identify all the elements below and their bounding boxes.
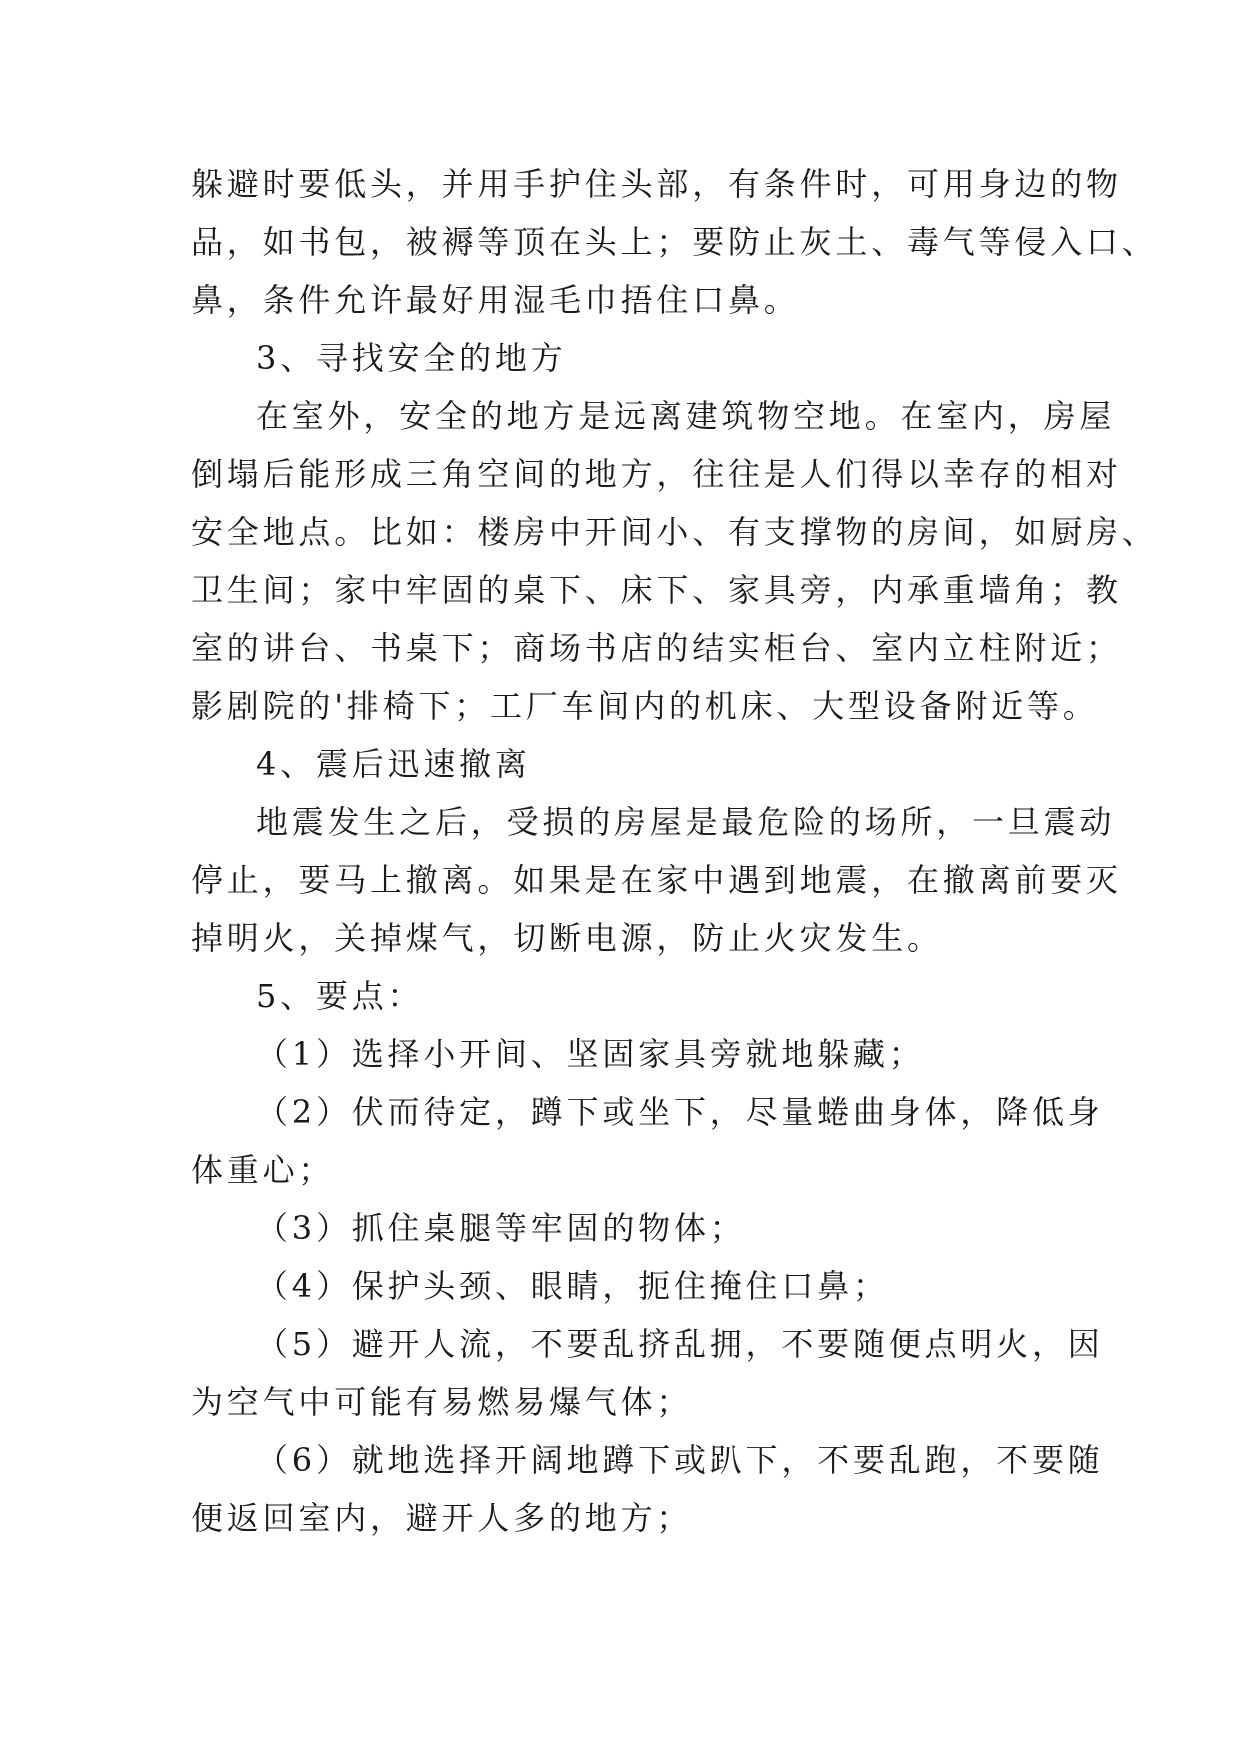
paragraph-line: 躲避时要低头，并用手护住头部，有条件时，可用身边的物	[191, 165, 1122, 203]
paragraph-line: 卫生间；家中牢固的桌下、床下、家具旁，内承重墙角；教	[191, 571, 1122, 609]
paragraph-line: 地震发生之后，受损的房屋是最危险的场所，一旦震动	[256, 803, 1116, 841]
list-item-continuation: 为空气中可能有易燃易爆气体；	[191, 1383, 693, 1421]
paragraph-line: 在室外，安全的地方是远离建筑物空地。在室内，房屋	[256, 397, 1116, 435]
paragraph-line: 鼻，条件允许最好用湿毛巾捂住口鼻。	[191, 281, 800, 319]
paragraph-line: 倒塌后能形成三角空间的地方，往往是人们得以幸存的相对	[191, 455, 1122, 493]
list-item: （4）保护头颈、眼睛，扼住掩住口鼻；	[256, 1267, 889, 1305]
paragraph-line: 影剧院的'排椅下；工厂车间内的机床、大型设备附近等。	[191, 687, 1099, 725]
list-item-continuation: 便返回室内，避开人多的地方；	[191, 1499, 693, 1537]
paragraph-line: 停止，要马上撤离。如果是在家中遇到地震，在撤离前要灭	[191, 861, 1122, 899]
section-heading: 5、要点：	[256, 977, 424, 1015]
list-item: （5）避开人流，不要乱挤乱拥，不要随便点明火，因	[256, 1325, 1104, 1363]
list-item: （2）伏而待定，蹲下或坐下，尽量蜷曲身体，降低身	[256, 1093, 1104, 1131]
list-item: （1）选择小开间、坚固家具旁就地躲藏；	[256, 1035, 925, 1073]
section-heading: 3、寻找安全的地方	[256, 339, 567, 377]
list-item: （6）就地选择开阔地蹲下或趴下，不要乱跑，不要随	[256, 1441, 1104, 1479]
paragraph-line: 安全地点。比如：楼房中开间小、有支撑物的房间，如厨房、	[191, 513, 1158, 551]
paragraph-line: 室的讲台、书桌下；商场书店的结实柜台、室内立柱附近；	[191, 629, 1122, 667]
list-item: （3）抓住桌腿等牢固的物体；	[256, 1209, 746, 1247]
paragraph-line: 掉明火，关掉煤气，切断电源，防止火灾发生。	[191, 919, 943, 957]
section-heading: 4、震后迅速撤离	[256, 745, 531, 783]
document-body	[191, 155, 1158, 1547]
list-item-continuation: 体重心；	[191, 1151, 335, 1189]
paragraph-line: 品，如书包，被褥等顶在头上；要防止灰土、毒气等侵入口、	[191, 223, 1158, 261]
